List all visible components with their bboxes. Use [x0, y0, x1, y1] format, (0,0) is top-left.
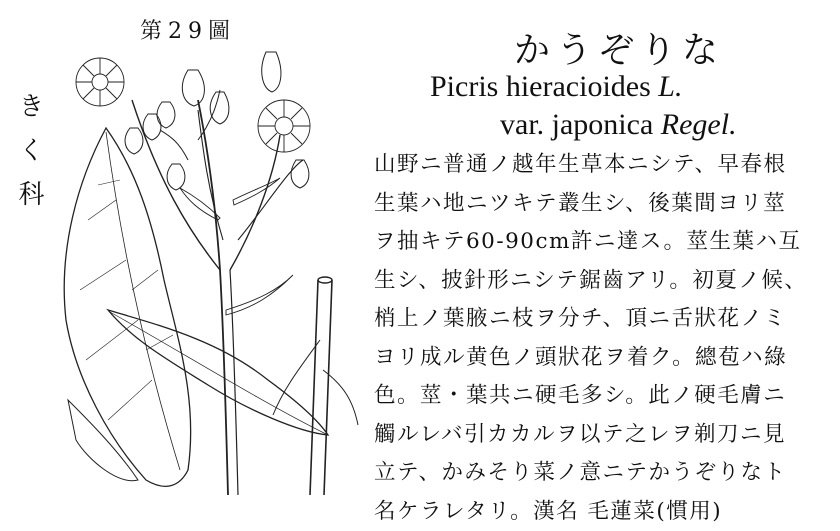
flower-head-right [258, 100, 310, 152]
bud [291, 160, 309, 188]
plant-illustration [48, 40, 368, 495]
variety: var. japonica [500, 108, 653, 141]
description-line: 山野ニ普通ノ越年生草本ニシテ、早春根 [374, 146, 836, 185]
description-line: 觸ルレバ引カカルヲ以テ之レヲ剃刀ニ見 [374, 416, 836, 455]
description-line: 名ケラレタリ。漢名 毛蓮菜(慣用) [374, 493, 836, 531]
bud [262, 52, 281, 92]
bud [125, 128, 143, 154]
description [374, 146, 836, 531]
bud [167, 164, 185, 190]
description-line: 生葉ハ地ニツキテ叢生シ、後葉間ヨリ莖 [374, 185, 836, 224]
family-label: きく科 [14, 92, 44, 224]
cut-stem [310, 280, 332, 495]
variety-name [500, 108, 737, 142]
flower-head-left [76, 58, 124, 106]
bottom-leaf [68, 400, 138, 481]
authority-1: L. [658, 70, 682, 103]
description-line: ヨリ成ル黄色ノ頭狀花ヲ着ク。總苞ハ綠 [374, 339, 836, 378]
main-stem [198, 100, 228, 495]
authority-2: Regel. [661, 108, 737, 141]
stem-leaf-lower [108, 310, 328, 435]
description-line: 梢上ノ葉腋ニ枝ヲ分チ、頂ニ舌狀花ノミ [374, 300, 836, 339]
bud [210, 92, 229, 124]
japanese-name: かうぞりな [514, 22, 724, 73]
bud [182, 70, 204, 106]
description-line: ヲ抽キテ60-90cm許ニ達ス。莖生葉ハ互 [374, 223, 836, 262]
branch-right [230, 135, 280, 270]
scientific-name [430, 70, 682, 104]
description-line: 立テ、かみそり菜ノ意ニテかうぞりなト [374, 454, 836, 493]
description-line: 生シ、披針形ニシテ鋸齒アリ。初夏ノ候、 [374, 262, 836, 301]
figure-number: 第29圖 [140, 14, 236, 45]
description-line: 色。莖・葉共ニ硬毛多シ。此ノ硬毛膚ニ [374, 377, 836, 416]
genus-species: Picris hieracioides [430, 70, 651, 103]
bud [157, 102, 175, 128]
bud [143, 114, 161, 140]
basal-leaf [64, 128, 190, 486]
